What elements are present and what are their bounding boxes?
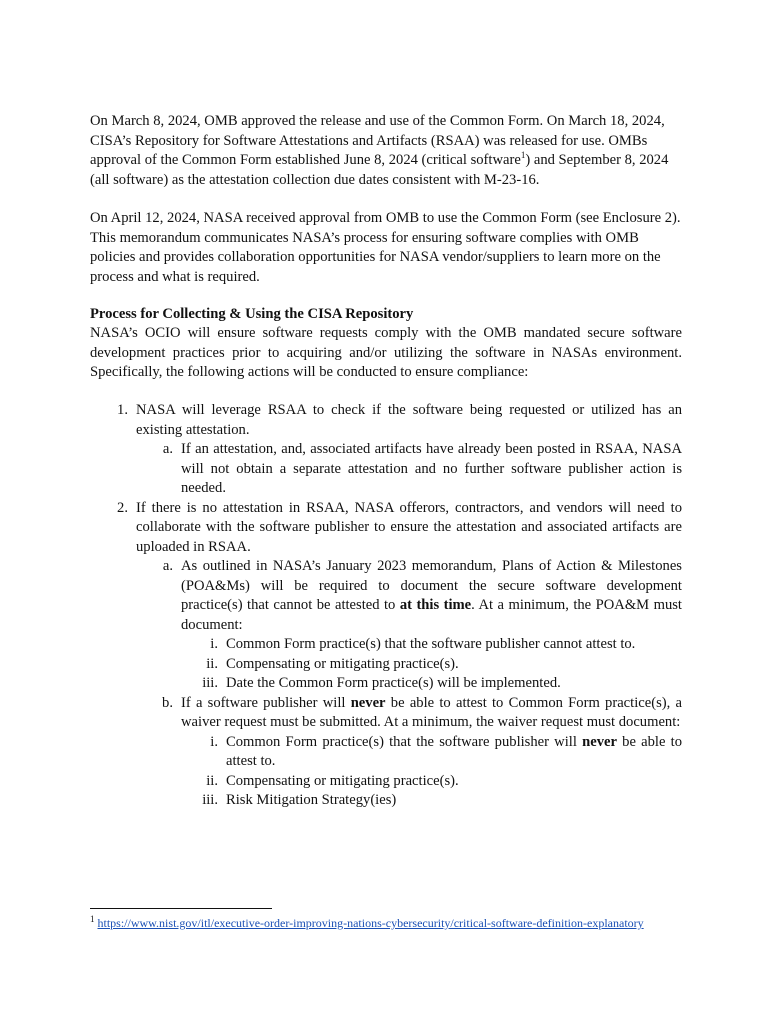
footnote-marker: 1 — [520, 150, 526, 161]
text-segment: Common Form practice(s) that the software publisher will — [226, 733, 577, 750]
list-item-1 — [90, 401, 682, 440]
text-segment: If a software publisher will — [181, 694, 346, 711]
list-item-2a-i — [90, 635, 682, 655]
list-roman: iii. — [202, 792, 218, 808]
list-roman: i. — [210, 733, 218, 750]
footnote-number: 1 — [90, 914, 95, 924]
list-number: 1. — [117, 402, 128, 418]
list-item-2b-ii — [90, 772, 682, 792]
list-roman: i. — [210, 636, 218, 652]
section-heading: Process for Collecting & Using the CISA Repository — [90, 306, 414, 322]
list-item-text: Compensating or mitigating practice(s). — [226, 655, 459, 672]
list-item-2b-iii — [90, 791, 682, 811]
emphasis-text: never — [350, 694, 386, 711]
list-item-2b-i — [90, 733, 682, 772]
list-item-2b — [90, 694, 682, 733]
list-item-2 — [90, 499, 682, 558]
list-item-text: Risk Mitigation Strategy(ies) — [226, 792, 397, 808]
text-segment: As outlined in NASA’s January 2023 memorandum, Plans of Action & Milestones (POA&Ms) will be required to document the secure software development practice(s) that cannot be attested to — [181, 558, 682, 613]
list-item-text: Common Form practice(s) that the software publisher cannot attest to. — [226, 636, 636, 652]
emphasis-text: never — [582, 733, 617, 750]
list-item-2a — [90, 557, 682, 635]
list-roman: ii. — [206, 655, 218, 672]
list-item-text: Compensating or mitigating practice(s). — [226, 772, 459, 789]
list-item-text: If there is no attestation in RSAA, NASA offerors, contractors, and vendors will need to collaborate with the software publisher to ensure the attestation and associated artifacts are uploaded in RSAA. — [136, 499, 682, 555]
intro-paragraph-1-text-end: ) and September 8, 2024 (all software) as the attestation collection due dates consistent with M-23-16. — [90, 152, 669, 188]
list-letter: b. — [162, 694, 173, 711]
intro-paragraph-1-text: On March 8, 2024, OMB approved the release and use of the Common Form. On March 18, 2024, CISA’s Repository for Software Attestations and Artifacts (RSAA) was released for use. OMBs approval of the Common Form established June 8, 2024 (critical software — [90, 113, 665, 168]
list-item-text: NASA will leverage RSAA to check if the software being requested or utilized has an existing attestation. — [136, 402, 682, 438]
list-number: 2. — [117, 499, 128, 516]
list-item-text — [181, 557, 682, 635]
list-item-1a — [90, 440, 682, 499]
list-item-text — [226, 733, 682, 772]
list-roman: ii. — [206, 772, 218, 789]
intro-paragraph-2: On April 12, 2024, NASA received approval from OMB to use the Common Form (see Enclosure 2). This memorandum communicates NASA’s process for ensuring software complies with OMB policies and provides collaboration opportunities for NASA vendor/suppliers to learn more on the process and what is required. — [90, 210, 681, 285]
footnote-divider — [90, 908, 272, 909]
emphasis-text: at this time — [399, 597, 472, 613]
list-letter: a. — [162, 558, 173, 574]
text-segment: be able to attest to. — [226, 733, 682, 769]
footnote — [90, 915, 644, 931]
text-segment: . At a minimum, the POA&M must document: — [181, 597, 682, 633]
list-item-2a-iii — [90, 674, 682, 694]
list-letter: a. — [162, 441, 173, 457]
list-roman: iii. — [202, 675, 218, 691]
list-item-text: Date the Common Form practice(s) will be implemented. — [226, 675, 561, 691]
intro-paragraph-1 — [90, 112, 682, 190]
list-item-text — [181, 694, 682, 733]
list-item-text: If an attestation, and, associated artifacts have already been posted in RSAA, NASA will not obtain a separate attestation and no further software publisher action is needed. — [181, 441, 682, 496]
section-intro-paragraph: NASA’s OCIO will ensure software requests comply with the OMB mandated secure software development practices prior to acquiring and/or utilizing the software in NASAs environment. Specifically, the following actions will be conducted to ensure compliance: — [90, 325, 682, 380]
footnote-link[interactable]: https://www.nist.gov/itl/executive-order-improving-nations-cybersecurity/critical-software-definition-explanatory — [97, 916, 644, 930]
list-item-2a-ii — [90, 655, 682, 675]
compliance-action-list — [90, 401, 682, 811]
text-segment: be able to attest to Common Form practice(s), a waiver request must be submitted. At a minimum, the waiver request must document: — [181, 694, 682, 730]
